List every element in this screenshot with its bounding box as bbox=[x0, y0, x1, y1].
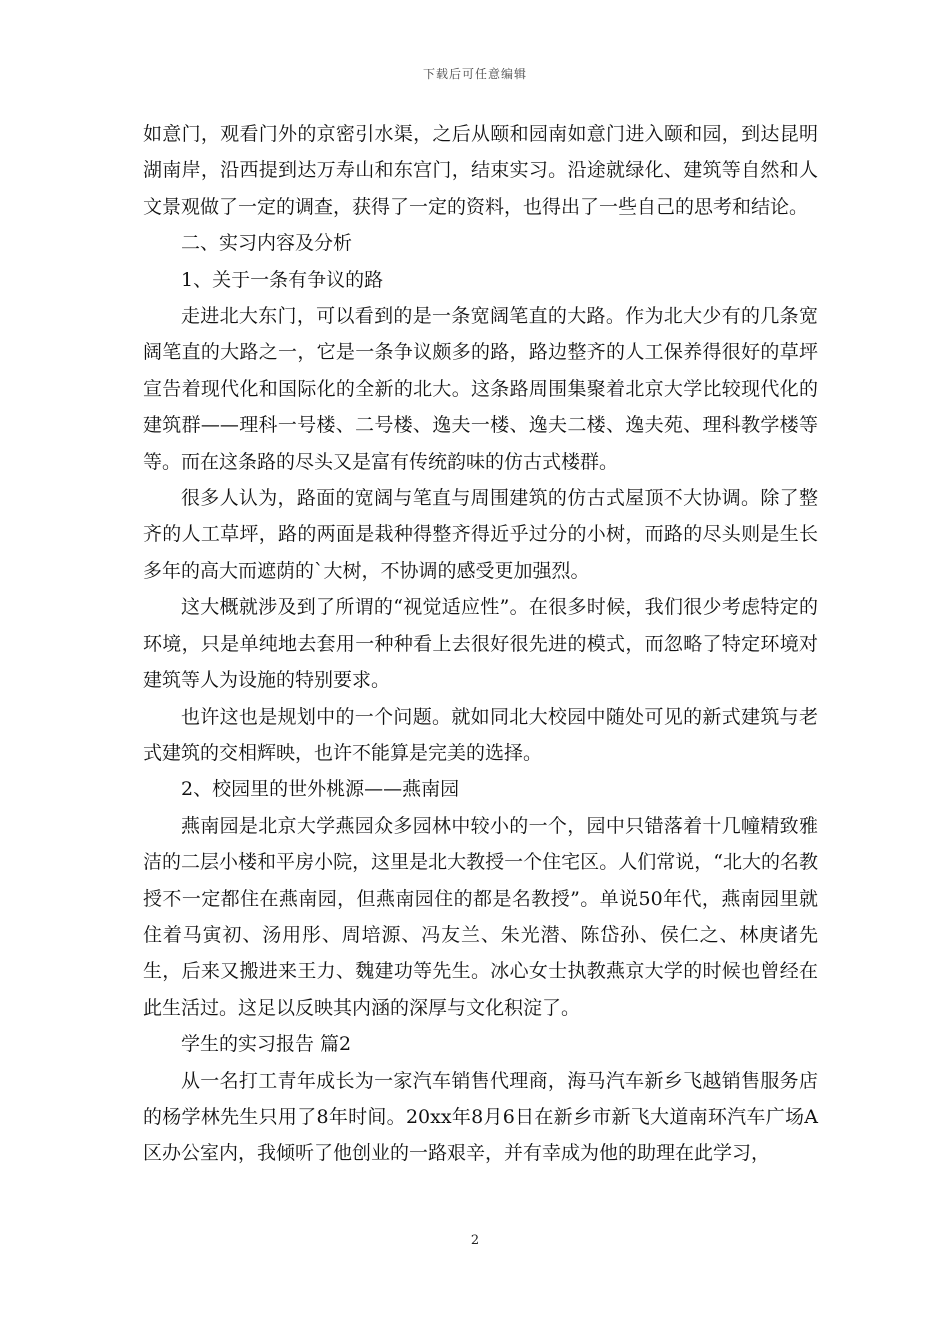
paragraph-east-gate-road: 走进北大东门，可以看到的是一条宽阔笔直的大路。作为北大少有的几条宽阔笔直的大路之一，它是一条争议颇多的路，路边整齐的人工保养得很好的草坪宣告着现代化和国际化的全新的北大。这条路周围集聚着北京大学比较现代化的建筑群——理科一号楼、二号楼、逸夫一楼、逸夫二楼、逸夫苑、理科教学楼等等。而在这条路的尽头又是富有传统韵味的仿古式楼群。 bbox=[143, 305, 818, 473]
page-header: 下载后可任意编辑 bbox=[422, 67, 527, 81]
paragraph-road-disharmony: 很多人认为，路面的宽阔与笔直与周围建筑的仿古式屋顶不大协调。除了整齐的人工草坪，路的两面是栽种得整齐得近乎过分的小树，而路的尽头则是生长多年的高大而遮荫的`大树，不协调的感受更加强烈。 bbox=[143, 487, 818, 582]
paragraph-visual-adaptability: 这大概就涉及到了所谓的“视觉适应性”。在很多时候，我们很少考虑特定的环境，只是单纯地去套用一种种看上去很好很先进的模式，而忽略了特定环境对建筑等人为设施的特别要求。 bbox=[143, 596, 818, 692]
paragraph-yannan-garden: 燕南园是北京大学燕园众多园林中较小的一个，园中只错落着十几幢精致雅洁的二层小楼和平房小院，这里是北大教授一个住宅区。人们常说，“北大的名教授不一定都住在燕南园，但燕南园住的都是名教授”。单说50年代，燕南园里就住着马寅初、汤用彤、周培源、冯友兰、朱光潜、陈岱孙、侯仁之、林庚诸先生，后来又搬进来王力、魏建功等先生。冰心女士执教燕京大学的时候也曾经在此生活过。这足以反映其内涵的深厚与文化积淀了。 bbox=[143, 814, 818, 1019]
subsection-heading-yannan-garden: 2、校园里的世外桃源——燕南园 bbox=[181, 778, 460, 801]
paragraph-report-2-intro: 从一名打工青年成长为一家汽车销售代理商，海马汽车新乡飞越销售服务店的杨学林先生只用了8年时间。20xx年8月6日在新乡市新飞大道南环汽车广场A区办公室内，我倾听了他创业的一路艰辛，并有幸成为他的助理在此学习， bbox=[143, 1069, 818, 1165]
page-number: 2 bbox=[470, 1233, 480, 1248]
section-heading-content-analysis: 二、实习内容及分析 bbox=[181, 232, 353, 255]
subsection-heading-controversial-road: 1、关于一条有争议的路 bbox=[181, 268, 384, 291]
paragraph-intro-continuation: 如意门，观看门外的京密引水渠，之后从颐和园南如意门进入颐和园，到达昆明湖南岸，沿西提到达万寿山和东宫门，结束实习。沿途就绿化、建筑等自然和人文景观做了一定的调查，获得了一定的资料，也得出了一些自己的思考和结论。 bbox=[143, 123, 818, 218]
section-heading-report-2: 学生的实习报告 篇2 bbox=[181, 1033, 352, 1056]
document-body bbox=[143, 116, 818, 1172]
paragraph-planning-issue: 也许这也是规划中的一个问题。就如同北大校园中随处可见的新式建筑与老式建筑的交相辉映，也许不能算是完美的选择。 bbox=[143, 705, 818, 764]
